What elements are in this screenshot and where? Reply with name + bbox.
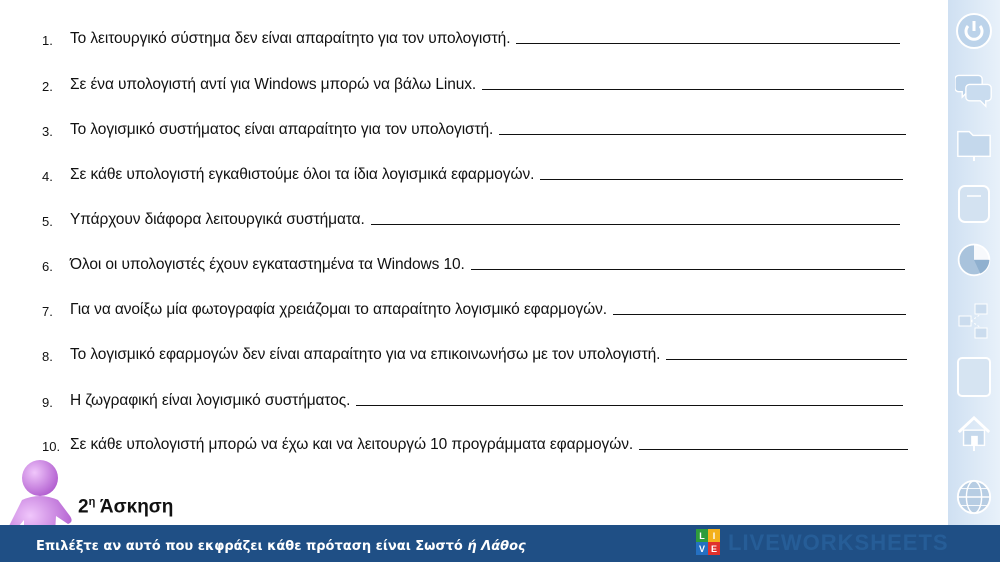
logo-letter-e: E: [708, 542, 720, 555]
question-number: 9.: [42, 395, 53, 410]
exercise-superscript: η: [88, 496, 96, 508]
answer-blank[interactable]: [471, 267, 905, 270]
instruction-prefix: Επιλέξτε αν αυτό που εκφράζει κάθε πρόταση είναι Σωστό: [36, 539, 468, 554]
question-number: 10.: [42, 439, 61, 454]
globe-icon[interactable]: [955, 478, 993, 516]
answer-blank[interactable]: [613, 312, 906, 315]
exercise-title: [78, 496, 173, 518]
question-text: Το λογισμικό συστήματος είναι απαραίτητο για τον υπολογιστή.: [70, 121, 494, 138]
home-icon[interactable]: [955, 414, 993, 452]
answer-blank[interactable]: [356, 403, 903, 406]
question-number: 1.: [42, 33, 53, 48]
logo-letter-i: I: [708, 529, 720, 542]
question-number: 5.: [42, 214, 53, 229]
question-row: [42, 74, 904, 94]
network-icon[interactable]: [955, 302, 993, 340]
question-text: Η ζωγραφική είναι λογισμικό συστήματος.: [70, 392, 351, 409]
question-row: [42, 164, 903, 184]
question-text: Σε ένα υπολογιστή αντί για Windows μπορώ να βάλω Linux.: [70, 76, 477, 93]
power-icon[interactable]: [955, 12, 993, 50]
question-row: [42, 209, 900, 229]
logo-letter-l: L: [696, 529, 708, 542]
instruction-text: [36, 539, 526, 554]
answer-blank[interactable]: [666, 357, 907, 360]
answer-blank[interactable]: [639, 447, 908, 450]
question-text: Το λογισμικό εφαρμογών δεν είναι απαραίτητο για να επικοινωνήσω με τον υπολογιστή.: [70, 346, 661, 363]
question-row: [42, 344, 907, 364]
answer-blank[interactable]: [371, 222, 900, 225]
question-number: 3.: [42, 124, 53, 139]
question-text: Για να ανοίξω μία φωτογραφία χρειάζομαι το απαραίτητο λογισμικό εφαρμογών.: [70, 301, 608, 318]
exercise-number: 2: [78, 496, 89, 518]
pie-chart-icon[interactable]: [955, 240, 993, 278]
document-icon[interactable]: [955, 185, 993, 223]
question-text: Όλοι οι υπολογιστές έχουν εγκαταστημένα τα Windows 10.: [70, 256, 465, 273]
question-number: 2.: [42, 79, 53, 94]
question-row: [42, 299, 906, 319]
question-text: Υπάρχουν διάφορα λειτουργικά συστήματα.: [70, 211, 365, 228]
live-logo-icon: [696, 529, 720, 555]
question-number: 4.: [42, 169, 53, 184]
question-text: Σε κάθε υπολογιστή μπορώ να έχω και να λειτουργώ 10 προγράμματα εφαρμογών.: [70, 436, 634, 453]
answer-blank[interactable]: [540, 177, 903, 180]
question-row: [42, 434, 908, 454]
answer-blank[interactable]: [482, 87, 904, 90]
question-text: Σε κάθε υπολογιστή εγκαθιστούμε όλοι τα ίδια λογισμικά εφαρμογών.: [70, 166, 535, 183]
question-number: 6.: [42, 259, 53, 274]
brand-watermark: LIVEWORKSHEETS: [728, 530, 949, 555]
chat-icon[interactable]: [955, 70, 993, 108]
exercise-label: Άσκηση: [99, 496, 174, 518]
logo-letter-v: V: [696, 542, 708, 555]
question-number: 8.: [42, 349, 53, 364]
answer-blank[interactable]: [516, 41, 900, 44]
answer-blank[interactable]: [499, 132, 906, 135]
question-row: [42, 28, 900, 48]
question-row: [42, 390, 903, 410]
question-number: 7.: [42, 304, 53, 319]
question-text: Το λειτουργικό σύστημα δεν είναι απαραίτητο για τον υπολογιστή.: [70, 30, 511, 47]
question-row: [42, 254, 905, 274]
folder-icon[interactable]: [955, 124, 993, 162]
page-icon[interactable]: [955, 358, 993, 396]
instruction-suffix: ή Λάθος: [467, 539, 526, 554]
question-row: [42, 119, 906, 139]
